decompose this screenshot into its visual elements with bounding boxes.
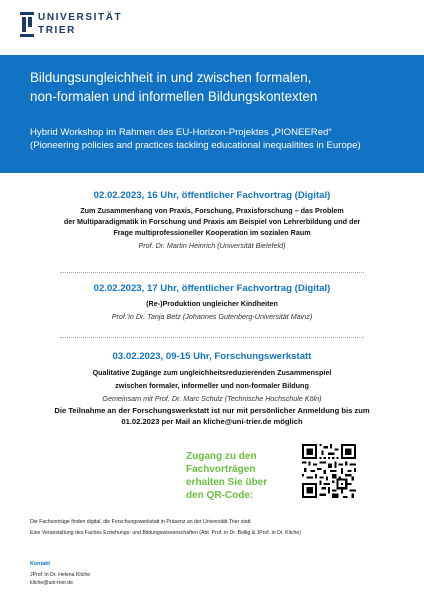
event-1-title-line: Frage multiprofessioneller Kooperation im sozialen Raum: [113, 228, 311, 237]
logo-text-university: UNIVERSITÄT: [38, 12, 123, 23]
event-1-title-line: der Multiparadigmatik in Forschung und Praxis am Beispiel von Lehrerbildung und der: [63, 217, 361, 226]
footnote-2: Eine Veranstaltung des Faches Erziehungs- und Bildungswissenschaften (Abt. Prof. in Dr. Bollig & JProf. in Dr. Kliche): [30, 530, 302, 536]
contact-name: JProf.'in Dr. Helena Kliche: [30, 572, 91, 578]
event-1: [0, 190, 424, 250]
event-3-title: [0, 366, 424, 392]
event-1-heading: 02.02.2023, 16 Uhr, öffentlicher Fachvortrag (Digital): [93, 190, 331, 201]
page-subtitle-line-2: (Pioneering policies and practices tackling educational inequalitites in Europe): [30, 140, 361, 151]
event-1-speaker: Prof. Dr. Martin Heinrich (Universität Bielefeld): [138, 241, 286, 250]
registration-note-line: Die Teilnahme an der Forschungswerkstatt ist nur mit persönlicher Anmeldung bis zum: [54, 406, 370, 415]
qr-access-text: [186, 450, 286, 502]
event-3-speaker: Gemeinsam mit Prof. Dr. Marc Schulz (Technische Hochschule Köln): [102, 394, 322, 403]
qr-code-icon[interactable]: [302, 444, 356, 498]
event-3-heading: 03.02.2023, 09-15 Uhr, Forschungswerkstatt: [112, 351, 312, 362]
event-1-title: [0, 205, 424, 238]
event-3-title-line: zwischen formaler, informeller und non-formaler Bildung: [115, 381, 309, 390]
event-1-title-line: Zum Zusammenhang von Praxis, Forschung, Praxisforschung – das Problem: [80, 206, 344, 215]
event-2-title: [0, 298, 424, 309]
qr-access-line: erhalten Sie über: [186, 477, 268, 488]
event-2-heading: 02.02.2023, 17 Uhr, öffentlicher Fachvortrag (Digital): [93, 283, 331, 294]
qr-access-line: Zugang zu den: [186, 451, 257, 462]
title-banner: [0, 55, 424, 173]
event-3: [0, 351, 424, 427]
university-logo-mark-icon: [20, 12, 34, 38]
contact-heading: Kontakt: [30, 561, 51, 567]
page-subtitle: [30, 126, 420, 152]
qr-access-line: Fachvorträgen: [186, 464, 256, 475]
registration-note-line: 01.02.2023 per Mail an kliche@uni-trier.de möglich: [121, 417, 303, 426]
event-2-title-line: (Re-)Produktion ungleicher Kindheiten: [146, 299, 278, 308]
page-subtitle-line-1: Hybrid Workshop im Rahmen des EU-Horizon-Projektes „PIONEERed“: [30, 127, 332, 138]
logo-text-city: TRIER: [38, 25, 76, 36]
event-3-title-line: Qualitative Zugänge zum ungleichheitsreduzierenden Zusammenspiel: [92, 368, 332, 377]
contact-block: [30, 571, 90, 587]
page-title: [30, 68, 410, 106]
page-title-line-1: Bildungsungleichheit in und zwischen formalen,: [30, 70, 312, 85]
event-2-speaker: Prof.'in Dr. Tanja Betz (Johannes Gutenberg-Universität Mainz): [111, 312, 313, 321]
qr-access-line: den QR-Code:: [186, 490, 254, 501]
footnote-1: Die Fachvorträge finden digital, die Forschungswerkstatt in Präsenz an der Universität Trier statt.: [30, 519, 253, 525]
registration-note: [0, 405, 424, 427]
page-title-line-2: non-formalen und informellen Bildungskontexten: [30, 89, 318, 104]
event-2: [0, 283, 424, 321]
divider: [60, 272, 364, 273]
contact-email[interactable]: kliche@uni-trier.de: [30, 580, 74, 586]
divider: [60, 337, 364, 338]
